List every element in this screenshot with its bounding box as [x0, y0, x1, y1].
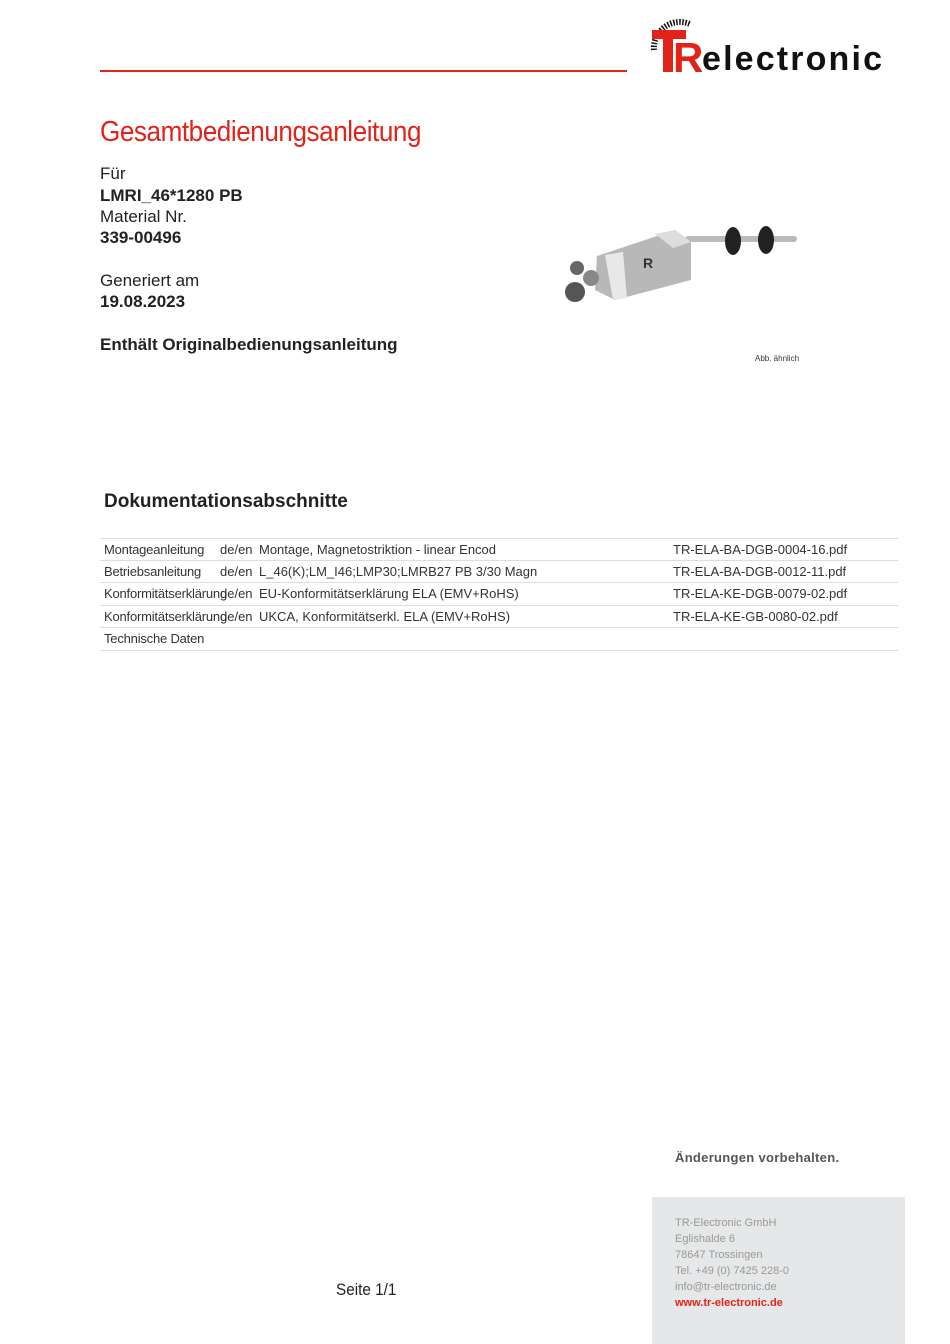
company-name: TR-Electronic GmbH [675, 1217, 777, 1229]
phone: Tel. +49 (0) 7425 228-0 [675, 1265, 790, 1277]
doc-file[interactable]: TR-ELA-KE-GB-0080-02.pdf [673, 608, 838, 624]
tr-electronic-logo [650, 18, 885, 78]
doc-type: Betriebsanleitung [104, 563, 202, 579]
doc-language: de/en [220, 586, 253, 601]
table-row [100, 538, 898, 561]
material-label: Material Nr. [100, 207, 187, 226]
website-link[interactable]: www.tr-electronic.de [675, 1297, 783, 1309]
page-number: Seite 1/1 [336, 1280, 397, 1299]
sections-table [100, 538, 898, 651]
doc-file[interactable]: TR-ELA-BA-DGB-0004-16.pdf [673, 542, 848, 557]
doc-description: L_46(K);LM_I46;LMP30;LMRB27 PB 3/30 Magn [259, 563, 538, 579]
generated-label: Generiert am [100, 271, 200, 290]
sections-heading: Dokumentationsabschnitte [104, 491, 348, 512]
doc-type: Technische Daten [104, 631, 205, 646]
product-image [555, 200, 805, 350]
doc-description: EU-Konformitätserklärung ELA (EMV+RoHS) [259, 586, 519, 601]
generated-date: 19.08.2023 [100, 292, 186, 311]
table-row [100, 606, 898, 629]
changes-reserved-notice: Änderungen vorbehalten. [675, 1150, 840, 1165]
image-caption: Abb. ähnlich [755, 354, 800, 363]
document-title: Gesamtbedienungsanleitung [100, 116, 422, 148]
email[interactable]: info@tr-electronic.de [675, 1281, 777, 1293]
doc-description: UKCA, Konformitätserkl. ELA (EMV+RoHS) [259, 608, 511, 624]
svg-text:R: R [673, 34, 704, 78]
svg-text:R: R [643, 255, 654, 271]
contains-original-note: Enthält Originalbedienungsanleitung [100, 335, 398, 354]
svg-text:electronic: electronic [702, 40, 882, 78]
doc-type: Montageanleitung [104, 542, 205, 557]
product-name: LMRI_46*1280 PB [100, 186, 243, 205]
street: Eglishalde 6 [675, 1233, 735, 1245]
doc-type: Konformitätserklärung [104, 586, 227, 601]
doc-file[interactable]: TR-ELA-KE-DGB-0079-02.pdf [673, 586, 848, 601]
header-rule [100, 70, 627, 72]
doc-type: Konformitätserklärung [104, 608, 227, 624]
doc-language: de/en [220, 563, 253, 579]
footer-address-box [652, 1197, 905, 1344]
doc-language: de/en [220, 608, 253, 624]
doc-file[interactable]: TR-ELA-BA-DGB-0012-11.pdf [673, 563, 847, 579]
city: 78647 Trossingen [675, 1249, 763, 1261]
table-row [100, 583, 898, 606]
table-row [100, 561, 898, 584]
table-row [100, 628, 898, 651]
material-number: 339-00496 [100, 228, 182, 247]
doc-language: de/en [220, 542, 253, 557]
for-label: Für [100, 164, 126, 183]
doc-description: Montage, Magnetostriktion - linear Encod [259, 542, 497, 557]
